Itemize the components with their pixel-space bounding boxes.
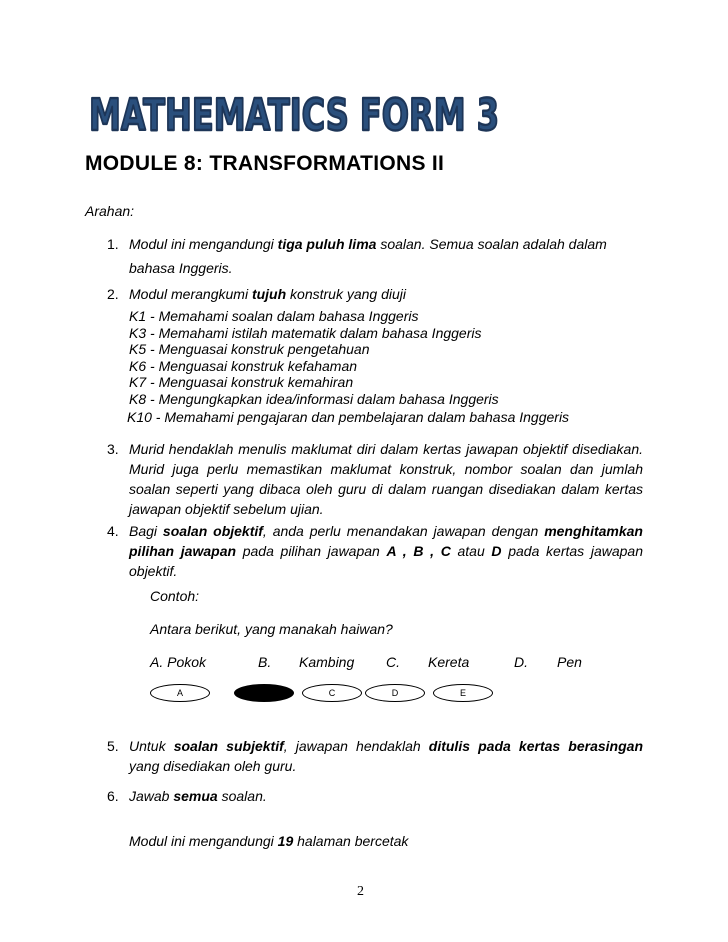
- title-banner: [84, 80, 504, 140]
- instruction-item-5: [107, 736, 643, 776]
- item-number: 1.: [107, 236, 119, 252]
- option-c-letter: C.: [386, 654, 400, 670]
- construct-item: K10 - Memahami pengajaran dan pembelajaran dalam bahasa Inggeris: [127, 409, 570, 425]
- instruction-item-6: [107, 786, 643, 806]
- note-bold-text: 19: [277, 833, 294, 849]
- option-d: Pen: [557, 654, 582, 670]
- item-text: konstruk yang diuji: [286, 286, 406, 302]
- instruction-item-1: [107, 234, 643, 278]
- page-number: 2: [357, 884, 364, 899]
- instructions-heading: Arahan:: [85, 203, 135, 219]
- item-number: 5.: [107, 738, 119, 754]
- page-count-note: [129, 833, 408, 849]
- answer-bubble-a: A: [150, 684, 210, 702]
- example-label: Contoh:: [150, 588, 200, 604]
- item-number: 4.: [107, 523, 119, 539]
- answer-bubble-c: C: [302, 684, 362, 702]
- item-bold-text: D: [491, 543, 502, 559]
- item-text: [129, 521, 643, 581]
- item-text: Murid hendaklah menulis maklumat diri dalam kertas jawapan objektif disediakan. Murid juga perlu memastikan maklumat konstruk, nombor soalan dan jumlah soalan seperti yang dibaca oleh guru di dalam ruangan disediakan dalam kertas jawapan objektif sebelum ujian.: [129, 441, 643, 517]
- construct-item: K1 - Memahami soalan dalam bahasa Inggeris: [129, 308, 419, 324]
- item-text: bahasa Inggeris.: [129, 260, 233, 276]
- item-bold-text: ditulis pada kertas berasingan: [428, 738, 643, 754]
- construct-item: K6 - Menguasai konstruk kefahaman: [129, 357, 358, 374]
- item-bold-text: soalan objektif: [162, 523, 263, 539]
- title-banner-graphic: [84, 80, 504, 140]
- item-bold-text: tujuh: [251, 286, 287, 302]
- item-bold-text: A , B , C: [386, 543, 451, 559]
- construct-item: K5 - Menguasai konstruk pengetahuan: [129, 341, 370, 357]
- construct-item: K7 - Menguasai konstruk kemahiran: [129, 374, 354, 390]
- item-text: , anda perlu menandakan jawapan dengan: [262, 523, 545, 539]
- example-question: Antara berikut, yang manakah haiwan?: [150, 621, 393, 637]
- instruction-item-4: [107, 521, 643, 581]
- item-number: 6.: [107, 788, 119, 804]
- module-title: MODULE 8: TRANSFORMATIONS II: [85, 152, 445, 175]
- item-bold-text: soalan subjektif: [173, 738, 284, 754]
- answer-bubble-e: E: [433, 684, 493, 702]
- construct-item: K8 - Mengungkapkan idea/informasi dalam bahasa Inggeris: [129, 390, 499, 407]
- item-text: Modul ini mengandungi: [129, 236, 278, 252]
- construct-list: [129, 308, 643, 426]
- note-text: halaman bercetak: [293, 833, 409, 849]
- banner-title-text: MATHEMATICS FORM 3: [89, 90, 499, 141]
- item-text: , jawapan hendaklah: [283, 738, 429, 754]
- item-bold-text: semua: [173, 788, 218, 804]
- answer-bubble-filled: [234, 684, 294, 702]
- item-text: soalan.: [217, 788, 267, 804]
- item-text: pada kertas jawapan objektif.: [129, 543, 643, 579]
- item-text: [129, 736, 643, 776]
- option-a: A. Pokok: [150, 654, 207, 670]
- option-b: Kambing: [299, 654, 355, 670]
- note-text: Modul ini mengandungi: [129, 833, 278, 849]
- option-b-letter: B.: [258, 654, 272, 670]
- item-text: atau: [450, 543, 492, 559]
- item-text: Modul merangkumi: [129, 286, 252, 302]
- item-number: 2.: [107, 286, 119, 302]
- construct-item: K3 - Memahami istilah matematik dalam bahasa Inggeris: [129, 324, 482, 341]
- instruction-item-2: [107, 284, 643, 426]
- answer-bubble-d: D: [365, 684, 425, 702]
- item-text: Jawab: [129, 788, 174, 804]
- item-text: Untuk: [129, 738, 174, 754]
- item-text: Bagi: [129, 523, 163, 539]
- item-bold-text: tiga puluh lima: [277, 236, 377, 252]
- item-number: 3.: [107, 441, 119, 457]
- item-text: soalan. Semua soalan adalah dalam: [376, 236, 607, 252]
- item-text: pada pilihan jawapan: [236, 543, 387, 559]
- item-bold-text: menghitamkan pilihan jawapan: [129, 523, 643, 559]
- instruction-item-3: [107, 439, 643, 519]
- item-text: yang disediakan oleh guru.: [129, 758, 297, 774]
- option-d-letter: D.: [514, 654, 528, 670]
- option-c: Kereta: [428, 654, 470, 670]
